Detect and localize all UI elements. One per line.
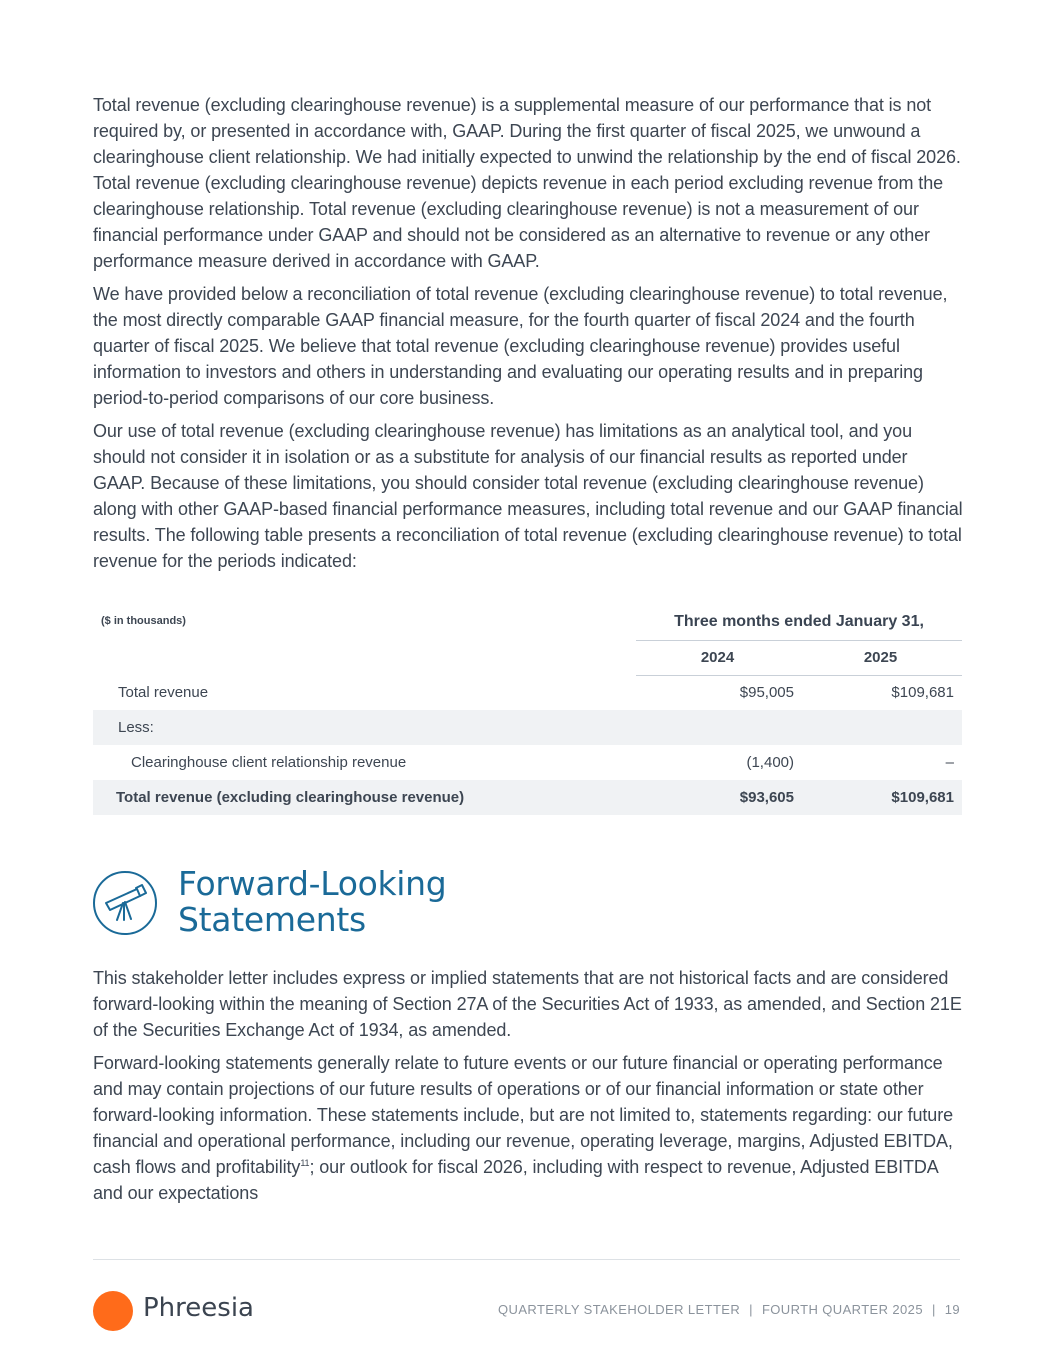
forward-looking-text [93, 965, 963, 1213]
page-number: 19 [944, 1302, 960, 1317]
table-header-row [93, 604, 962, 640]
table-row [93, 745, 962, 780]
footer-divider [93, 1259, 960, 1260]
logo-mark [93, 1291, 133, 1331]
intro-text [93, 92, 963, 581]
footer-info [498, 1302, 960, 1317]
value-2024: $95,005 [739, 684, 794, 701]
reconciliation-table [93, 604, 962, 815]
fls-paragraph-2 [93, 1050, 963, 1206]
row-label: Total revenue [118, 684, 209, 701]
footer-document-title: QUARTERLY STAKEHOLDER LETTER [498, 1302, 741, 1317]
value-2025: $109,681 [891, 789, 954, 806]
section-title-line-1: Forward-Looking [178, 864, 447, 903]
year-2025-header: 2025 [863, 649, 898, 666]
fls-paragraph-2-text: Forward-looking statements generally relate to future events or our future financial or operating performance and may contain projections of our future results of operations or of our financial information or state other forward-looking information. These statements include, but are not limited to, statements regarding: our future financial and operational performance, including our revenue, operating leverage, margins, Adjusted EBITDA, cash flows and profitability [93, 1053, 954, 1177]
telescope-icon [93, 871, 157, 935]
section-title [178, 866, 446, 938]
units-label: ($ in thousands) [101, 615, 186, 627]
year-header-row [93, 640, 962, 675]
table-row-total [93, 780, 962, 815]
footer-separator: | [749, 1302, 753, 1317]
year-2024-header: 2024 [700, 649, 735, 666]
logo-wordmark: Phreesia [143, 1293, 254, 1323]
paragraph-3: Our use of total revenue (excluding clearinghouse revenue) has limitations as an analytical tool, and you should not consider it in isolation or as a substitute for analysis of our financial results as reported under GAAP. Because of these limitations, you should consider total revenue (excluding clearinghouse revenue) along with other GAAP-based financial performance measures, including total revenue and our GAAP financial results. The following table presents a reconciliation of total revenue (excluding clearinghouse revenue) to total revenue for the periods indicated: [93, 421, 963, 571]
value-2025: – [945, 754, 954, 771]
footer-separator: | [931, 1302, 936, 1317]
footnote-marker: 11 [300, 1158, 310, 1168]
row-label: Clearinghouse client relationship revenue [131, 754, 407, 771]
period-header: Three months ended January 31, [674, 613, 924, 630]
row-label: Total revenue (excluding clearinghouse revenue) [116, 789, 465, 806]
fls-paragraph-1: This stakeholder letter includes express or implied statements that are not historical facts and are considered forward-looking within the meaning of Section 27A of the Securities Act of 1933, as amended, and Section 21E of the Securities Exchange Act of 1934, as amended. [93, 968, 962, 1040]
paragraph-1: Total revenue (excluding clearinghouse revenue) is a supplemental measure of our performance that is not required by, or presented in accordance with, GAAP. During the first quarter of fiscal 2025, we unwound a clearinghouse client relationship. We had initially expected to unwind the relationship by the end of fiscal 2026. Total revenue (excluding clearinghouse revenue) depicts revenue in each period excluding revenue from the clearinghouse relationship. Total revenue (excluding clearinghouse revenue) is not a measurement of our financial performance under GAAP and should not be considered as an alternative to revenue or any other performance measure derived in accordance with GAAP. [93, 95, 961, 271]
table-row [93, 710, 962, 745]
fls-paragraph-2-rest: ; our outlook for fiscal 2026, including with respect to revenue, Adjusted EBITDA and our expectations [93, 1157, 938, 1203]
section-title-line-2: Statements [178, 900, 366, 939]
value-2024: (1,400) [746, 754, 794, 771]
value-2024: $93,605 [739, 789, 794, 806]
value-2025: $109,681 [891, 684, 954, 701]
footer-period: FOURTH QUARTER 2025 [761, 1302, 923, 1317]
row-label: Less: [118, 719, 154, 736]
paragraph-2: We have provided below a reconciliation of total revenue (excluding clearinghouse revenue) to total revenue, the most directly comparable GAAP financial measure, for the fourth quarter of fiscal 2024 and the fourth quarter of fiscal 2025. We believe that total revenue (excluding clearinghouse revenue) provides useful information to investors and others in understanding and evaluating our operating results and in preparing period-to-period comparisons of our core business. [93, 284, 948, 408]
table-row [93, 675, 962, 710]
